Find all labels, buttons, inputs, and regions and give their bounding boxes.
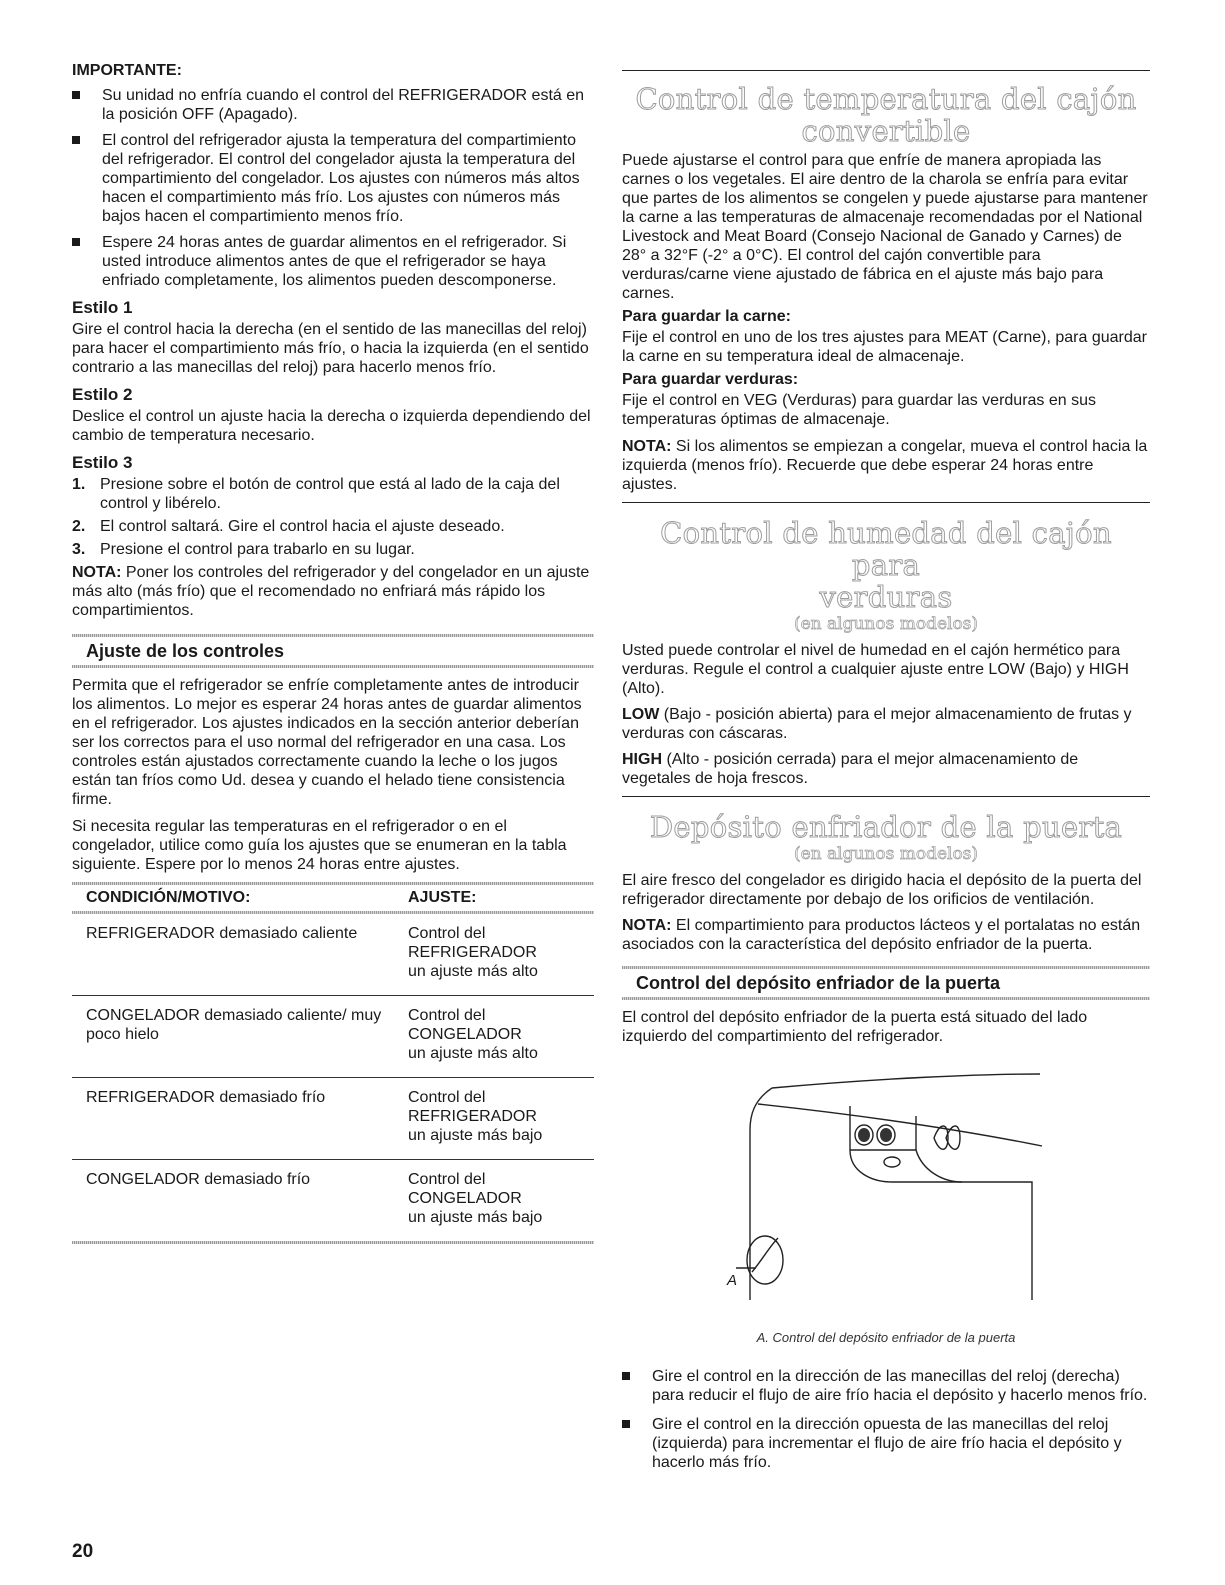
right-column	[622, 62, 1150, 1479]
list-item: 2. El control saltará. Gire el control hacia el ajuste deseado.	[72, 518, 505, 535]
important-list	[72, 86, 594, 290]
verduras-heading: Para guardar verduras:	[622, 371, 799, 388]
deposito-subtitle: (en algunos modelos)	[793, 844, 979, 864]
carne-text: Fije el control en uno de los tres ajustes para MEAT (Carne), para guardar la carne en su temperatura ideal de almacenaje.	[622, 329, 1147, 365]
humedad-subtitle: (en algunos modelos)	[793, 614, 979, 634]
bullet-icon	[72, 91, 80, 99]
table-header	[72, 885, 594, 911]
divider	[72, 1241, 594, 1244]
estilo2-heading: Estilo 2	[72, 385, 133, 404]
control-paragraph: El control del depósito enfriador de la puerta está situado del lado izquierdo del compartimiento del refrigerador.	[622, 1009, 1088, 1045]
deposito-nota: NOTA: El compartimiento para productos lácteos y el portalatas no están asociados con la característica del depósito enfriador de la puerta.	[622, 917, 1141, 953]
bullet-icon	[72, 136, 80, 144]
left-column	[72, 62, 594, 1244]
divider	[72, 665, 594, 668]
estilo3-steps	[72, 475, 594, 559]
important-label: IMPORTANTE:	[72, 62, 182, 79]
estilo1-heading: Estilo 1	[72, 298, 133, 317]
list-item: 1. Presione sobre el botón de control que está al lado de la caja del control y libérelo.	[72, 476, 560, 512]
estilo3-heading: Estilo 3	[72, 453, 133, 472]
list-item: Su unidad no enfría cuando el control del REFRIGERADOR está en la posición OFF (Apagado).	[72, 86, 594, 124]
low-paragraph: LOW (Bajo - posición abierta) para el mejor almacenamiento de frutas y verduras con cáscaras.	[622, 706, 1132, 742]
convertible-paragraph: Puede ajustarse el control para que enfríe de manera apropiada las carnes o los vegetales. El aire dentro de la charola se enfría para evitar que partes de los alimentos se congelen y puede ajustarse para mantener la carne a las temperaturas de almacenaje recomendadas por el National Livestock and Meat Board (Consejo Nacional de Ganado y Carnes) de 28° a 32°F (-2° a 0°C). El control del cajón convertible para verduras/carne viene ajustado de fábrica en el ajuste más bajo para carnes.	[622, 152, 1148, 302]
humedad-title: Control de humedad del cajón para	[660, 516, 1112, 582]
deposito-paragraph: El aire fresco del congelador es dirigido hacia el depósito de la puerta del refrigerador directamente por debajo de los orificios de ventilación.	[622, 872, 1142, 908]
bullet-icon	[622, 1372, 630, 1380]
high-paragraph: HIGH (Alto - posición cerrada) para el mejor almacenamiento de vegetales de hoja frescos.	[622, 751, 1079, 787]
ajuste-heading: Ajuste de los controles	[86, 641, 285, 661]
deposito-title: Depósito enfriador de la puerta	[649, 810, 1123, 844]
estilo1-text: Gire el control hacia la derecha (en el sentido de las manecillas del reloj) para hacer el compartimiento más frío, o hacia la izquierda (en el sentido contrario a las manecillas del reloj) para hacerlo menos frío.	[72, 321, 589, 376]
divider	[622, 997, 1150, 1000]
table-row: REFRIGERADOR demasiado caliente Control del REFRIGERADOR un ajuste más alto	[72, 914, 594, 996]
nota-paragraph: NOTA: Poner los controles del refrigerador y del congelador en un ajuste más alto (más frío) que el recomendado no enfriará más rápido los compartimientos.	[72, 564, 590, 619]
humedad-paragraph: Usted puede controlar el nivel de humedad en el cajón hermético para verduras. Regule el control a cualquier ajuste entre LOW (Bajo) y HIGH (Alto).	[622, 642, 1129, 697]
estilo2-text: Deslice el control un ajuste hacia la derecha o izquierda dependiendo del cambio de temperatura necesario.	[72, 408, 591, 444]
setting-header: AJUSTE:	[408, 889, 477, 906]
door-bin-figure	[622, 1060, 1150, 1310]
nota-paragraph: NOTA: Si los alimentos se empiezan a congelar, mueva el control hacia la izquierda (menos frío). Recuerde que debe esperar 24 horas entre ajustes.	[622, 438, 1148, 493]
bullet-icon	[72, 238, 80, 246]
convertible-title-line2: convertible	[801, 114, 971, 148]
ajuste-paragraph: Si necesita regular las temperaturas en el refrigerador o en el congelador, utilice como guía los ajustes que se enumeran en la tabla siguiente. Espere por lo menos 24 horas entre ajustes.	[72, 818, 567, 873]
list-item: Gire el control en la dirección de las manecillas del reloj (derecha) para reducir el flujo de aire frío hacia el depósito y hacerlo menos frío.	[622, 1367, 1150, 1405]
figure-label: A	[727, 1272, 738, 1289]
list-item: Gire el control en la dirección opuesta de las manecillas del reloj (izquierda) para incrementar el flujo de aire frío hacia el depósito y hacerlo más frío.	[622, 1415, 1150, 1472]
carne-heading: Para guardar la carne:	[622, 308, 791, 325]
convertible-title: Control de temperatura del cajón	[635, 82, 1137, 116]
table-row: CONGELADOR demasiado frío Control del CONGELADOR un ajuste más bajo	[86, 1171, 543, 1226]
table-row: CONGELADOR demasiado caliente/ muy poco hielo Control del CONGELADOR un ajuste más alto	[72, 996, 594, 1078]
figure-caption: A. Control del depósito enfriador de la puerta	[756, 1330, 1016, 1345]
control-heading: Control del depósito enfriador de la puerta	[636, 973, 1001, 993]
control-bullets	[622, 1367, 1150, 1472]
table-row: REFRIGERADOR demasiado frío Control del REFRIGERADOR un ajuste más bajo	[72, 1078, 594, 1160]
list-item: El control del refrigerador ajusta la temperatura del compartimiento del refrigerador. El control del congelador ajusta la temperatura del compartimiento del congelador. Los ajustes con números más altos hacen el compartimiento más frío. Los ajustes con números más bajos hacen el compartimiento menos frío.	[72, 131, 594, 226]
door-bin-control-illustration	[622, 1060, 1150, 1310]
list-item: 3. Presione el control para trabarlo en su lugar.	[72, 541, 415, 558]
humedad-title-line2: verduras	[819, 580, 953, 614]
settings-table	[72, 885, 594, 1241]
bullet-icon	[622, 1420, 630, 1428]
condition-header: CONDICIÓN/MOTIVO:	[86, 889, 251, 906]
verduras-text: Fije el control en VEG (Verduras) para guardar las verduras en sus temperaturas óptimas de almacenaje.	[622, 392, 1097, 428]
page-number: 20	[72, 1541, 94, 1562]
ajuste-paragraph: Permita que el refrigerador se enfríe completamente antes de introducir los alimentos. Lo mejor es esperar 24 horas antes de guardar alimentos en el refrigerador. Los ajustes indicados en la sección anterior deberían ser los correctos para el uso normal del refrigerador en una casa. Los controles están ajustados correctamente cuando la leche o los jugos están tan fríos como Ud. desea y cuando el helado tiene consistencia firme.	[72, 677, 582, 808]
list-item: Espere 24 horas antes de guardar alimentos en el refrigerador. Si usted introduce alimentos antes de que el refrigerador se haya enfriado completamente, los alimentos pueden descomponerse.	[72, 233, 594, 290]
